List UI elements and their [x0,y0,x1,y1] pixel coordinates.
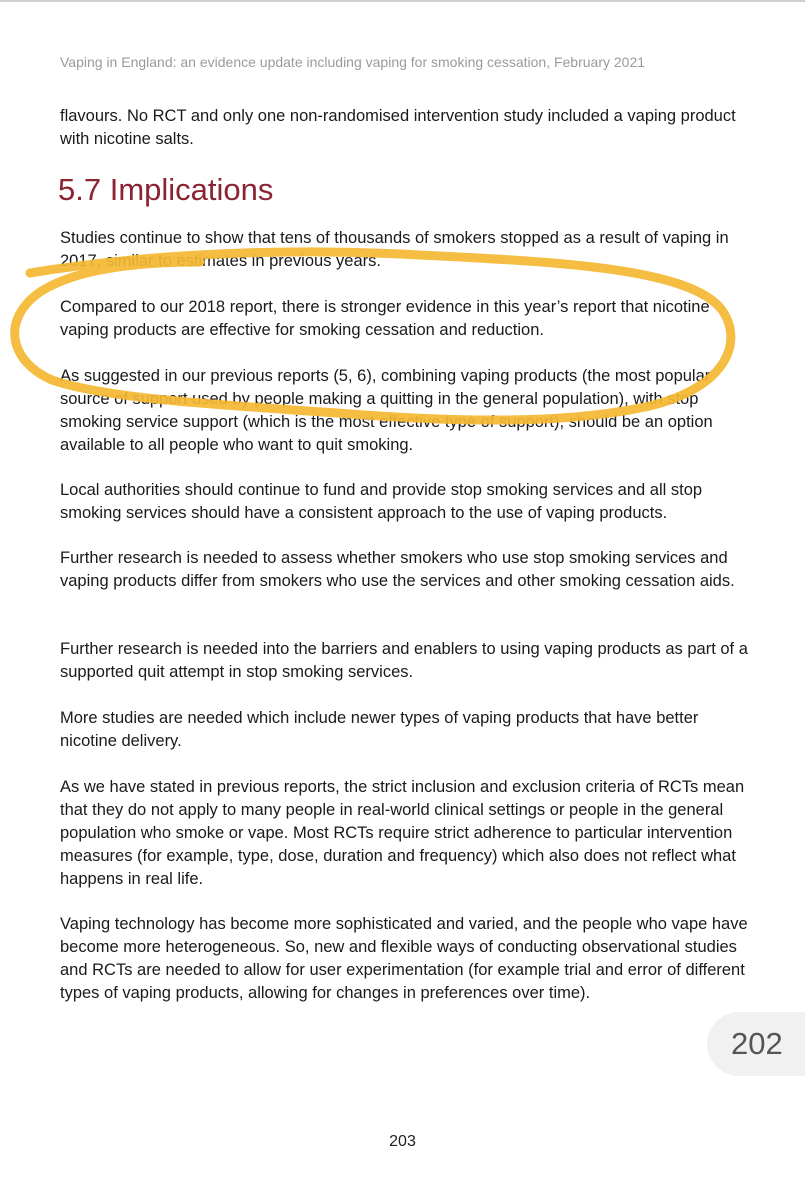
paragraph: Studies continue to show that tens of thousands of smokers stopped as a result of vaping in 2017, similar to estimates in previous years. [60,229,729,270]
paragraph: Compared to our 2018 report, there is stronger evidence in this year’s report that nicotine vaping products are effective for smoking cessation and reduction. [60,298,710,339]
paragraph: Further research is needed to assess whether smokers who use stop smoking services and vaping products differ from smokers who use the services and other smoking cessation aids. [60,549,735,590]
paragraph: Further research is needed into the barriers and enablers to using vaping products as part of a supported quit attempt in stop smoking services. [60,640,748,681]
paragraph: More studies are needed which include newer types of vaping products that have better nicotine delivery. [60,709,699,750]
section-heading: 5.7 Implications [58,172,274,207]
paragraph: Vaping technology has become more sophisticated and varied, and the people who vape have become more heterogeneous. So, new and flexible ways of conducting observational studies and RCTs are needed to allow for user experimentation (for example trial and error of different types of vaping products, allowing for changes in preferences over time). [60,915,748,1002]
paragraph: Local authorities should continue to fund and provide stop smoking services and all stop smoking services should have a consistent approach to the use of vaping products. [60,481,703,522]
paragraph-continuation: flavours. No RCT and only one non-randomised intervention study included a vaping product with nicotine salts. [60,107,736,148]
current-page-badge-label: 202 [731,1026,783,1061]
paragraph: As suggested in our previous reports (5, 6), combining vaping products (the most popular source of support used by people making a quitting in the general population), with stop smoking service support (which is the most effective type of support), should be an option available to all people who want to quit smoking. [60,367,713,454]
running-header: Vaping in England: an evidence update including vaping for smoking cessation, February 2021 [60,54,646,70]
paragraph: As we have stated in previous reports, the strict inclusion and exclusion criteria of RCTs mean that they do not apply to many people in real-world clinical settings or people in the general population who smoke or vape. Most RCTs require strict adherence to particular intervention measures (for example, type, dose, duration and frequency) which also does not reflect what happens in real life. [60,778,745,888]
page-number: 203 [389,1133,416,1150]
top-divider [0,0,805,2]
current-page-badge [707,1012,805,1076]
